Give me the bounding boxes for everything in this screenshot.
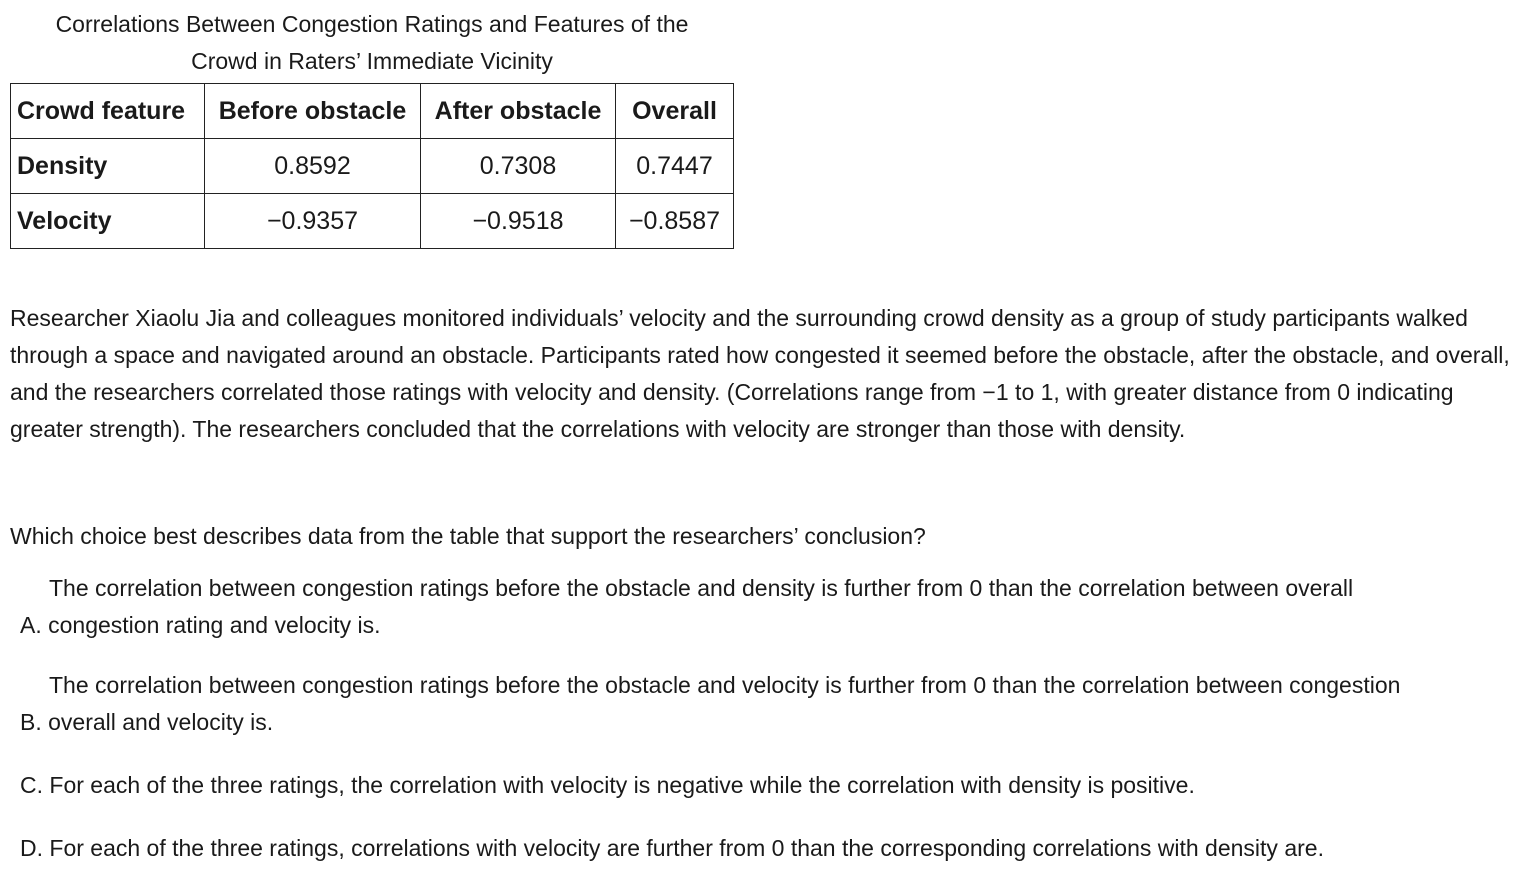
table-header-row — [11, 84, 734, 139]
header-before-obstacle: Before obstacle — [205, 84, 421, 139]
table-caption-line2: Crowd in Raters’ Immediate Vicinity — [191, 48, 553, 74]
correlation-table — [10, 83, 734, 249]
choice-b-text-line2 — [20, 704, 1520, 741]
choice-c-letter: C. — [20, 772, 43, 798]
choice-d[interactable] — [20, 830, 1520, 867]
choice-a-letter: A. — [20, 612, 42, 638]
header-overall: Overall — [616, 84, 734, 139]
question-text: Which choice best describes data from the table that support the researchers’ conclusion? — [10, 523, 926, 549]
cell-density-before: 0.8592 — [205, 139, 421, 194]
choice-b-letter: B. — [20, 709, 42, 735]
choice-a-text-line2 — [20, 607, 1520, 644]
choice-a-text-line2-content: congestion rating and velocity is. — [48, 612, 381, 638]
choice-d-text: For each of the three ratings, correlations with velocity are further from 0 than the corresponding correlations with density are. — [49, 835, 1324, 861]
cell-velocity-before: −0.9357 — [205, 194, 421, 249]
table-row — [11, 194, 734, 249]
choice-b-text-line2-content: overall and velocity is. — [48, 709, 274, 735]
cell-velocity-overall: −0.8587 — [616, 194, 734, 249]
passage-text: Researcher Xiaolu Jia and colleagues monitored individuals’ velocity and the surrounding crowd density as a group of study participants walked through a space and navigated around an obstacle. Participants rated how congested it seemed before the obstacle, after the obstacle, and overall, and the researchers correlated those ratings with velocity and density. (Correlations range from −1 to 1, with greater distance from 0 indicating greater strength). The researchers concluded that the correlations with velocity are stronger than those with density. — [10, 305, 1510, 442]
table-row — [11, 139, 734, 194]
table-caption — [10, 6, 734, 80]
choice-d-letter: D. — [20, 835, 43, 861]
cell-density-overall: 0.7447 — [616, 139, 734, 194]
header-after-obstacle: After obstacle — [421, 84, 616, 139]
choice-a[interactable] — [20, 570, 1520, 644]
table-caption-line1: Correlations Between Congestion Ratings and Features of the — [55, 11, 689, 37]
row-label-density: Density — [11, 139, 205, 194]
cell-velocity-after: −0.9518 — [421, 194, 616, 249]
choice-a-text-line1: The correlation between congestion ratings before the obstacle and density is further from 0 than the correlation between overall — [49, 575, 1354, 601]
choice-b-text-line1: The correlation between congestion ratings before the obstacle and velocity is further from 0 than the correlation between congestion — [49, 672, 1401, 698]
row-label-velocity: Velocity — [11, 194, 205, 249]
cell-density-after: 0.7308 — [421, 139, 616, 194]
header-crowd-feature: Crowd feature — [11, 84, 205, 139]
choice-c-text: For each of the three ratings, the correlation with velocity is negative while the correlation with density is positive. — [49, 772, 1195, 798]
choice-c[interactable] — [20, 767, 1520, 804]
choice-b[interactable] — [20, 667, 1520, 741]
